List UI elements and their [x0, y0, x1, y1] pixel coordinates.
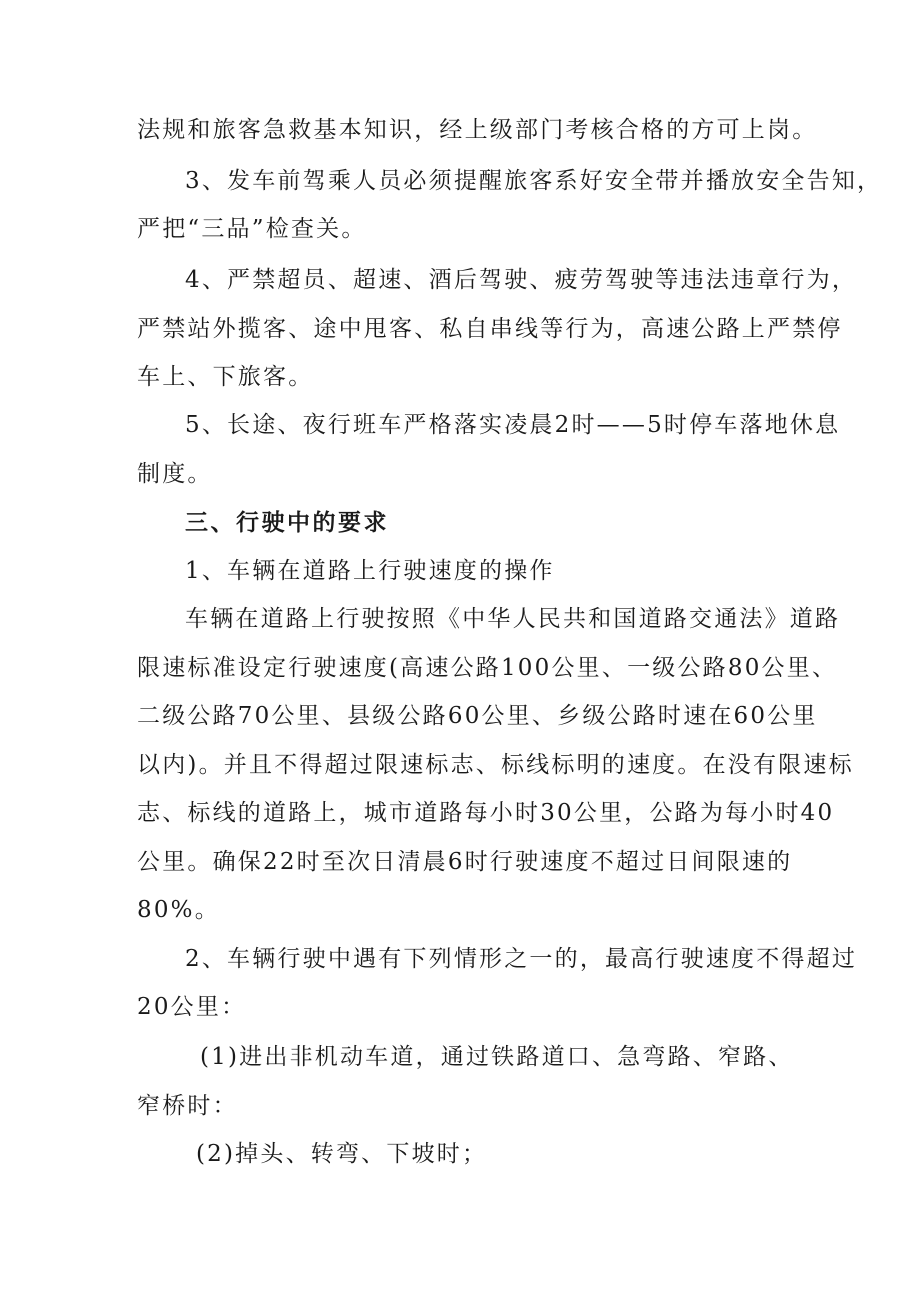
paragraph-line: 法规和旅客急救基本知识，经上级部门考核合格的方可上岗。	[137, 117, 818, 143]
paragraph-line: 制度。	[137, 461, 213, 487]
paragraph-line: 志、标线的道路上，城市道路每小时30公里，公路为每小时40	[137, 800, 835, 826]
list-item-line: 窄桥时：	[137, 1093, 238, 1119]
paragraph-line: 20公里：	[137, 994, 247, 1020]
subsection-heading: 1、车辆在道路上行驶速度的操作	[185, 558, 555, 584]
paragraph-line: 5、长途、夜行班车严格落实凌晨2时——5时停车落地休息	[185, 412, 841, 438]
paragraph-line: 公里。确保22时至次日清晨6时行驶速度不超过日间限速的	[137, 849, 793, 875]
paragraph-line: 4、严禁超员、超速、酒后驾驶、疲劳驾驶等违法违章行为，	[185, 267, 858, 293]
paragraph-line: 严禁站外揽客、途中甩客、私自串线等行为，高速公路上严禁停	[137, 316, 843, 342]
paragraph-line: 限速标准设定行驶速度(高速公路100公里、一级公路80公里、	[137, 655, 838, 681]
paragraph-line: 以内)。并且不得超过限速标志、标线标明的速度。在没有限速标	[137, 752, 854, 778]
paragraph-line: 80%。	[137, 897, 220, 923]
list-item-line: (1)进出非机动车道，通过铁路道口、急弯路、窄路、	[200, 1044, 794, 1070]
paragraph-line: 车上、下旅客。	[137, 364, 314, 390]
paragraph-line: 车辆在道路上行驶按照《中华人民共和国道路交通法》道路	[185, 606, 841, 632]
paragraph-line: 3、发车前驾乘人员必须提醒旅客系好安全带并播放安全告知，	[185, 168, 883, 194]
paragraph-line: 二级公路70公里、县级公路60公里、乡级公路时速在60公里	[137, 703, 818, 729]
list-item-line: (2)掉头、转弯、下坡时；	[196, 1141, 488, 1167]
paragraph-line: 2、车辆行驶中遇有下列情形之一的，最高行驶速度不得超过	[185, 946, 858, 972]
section-heading: 三、行驶中的要求	[185, 510, 389, 536]
paragraph-line: 严把“三品”检查关。	[137, 216, 367, 242]
